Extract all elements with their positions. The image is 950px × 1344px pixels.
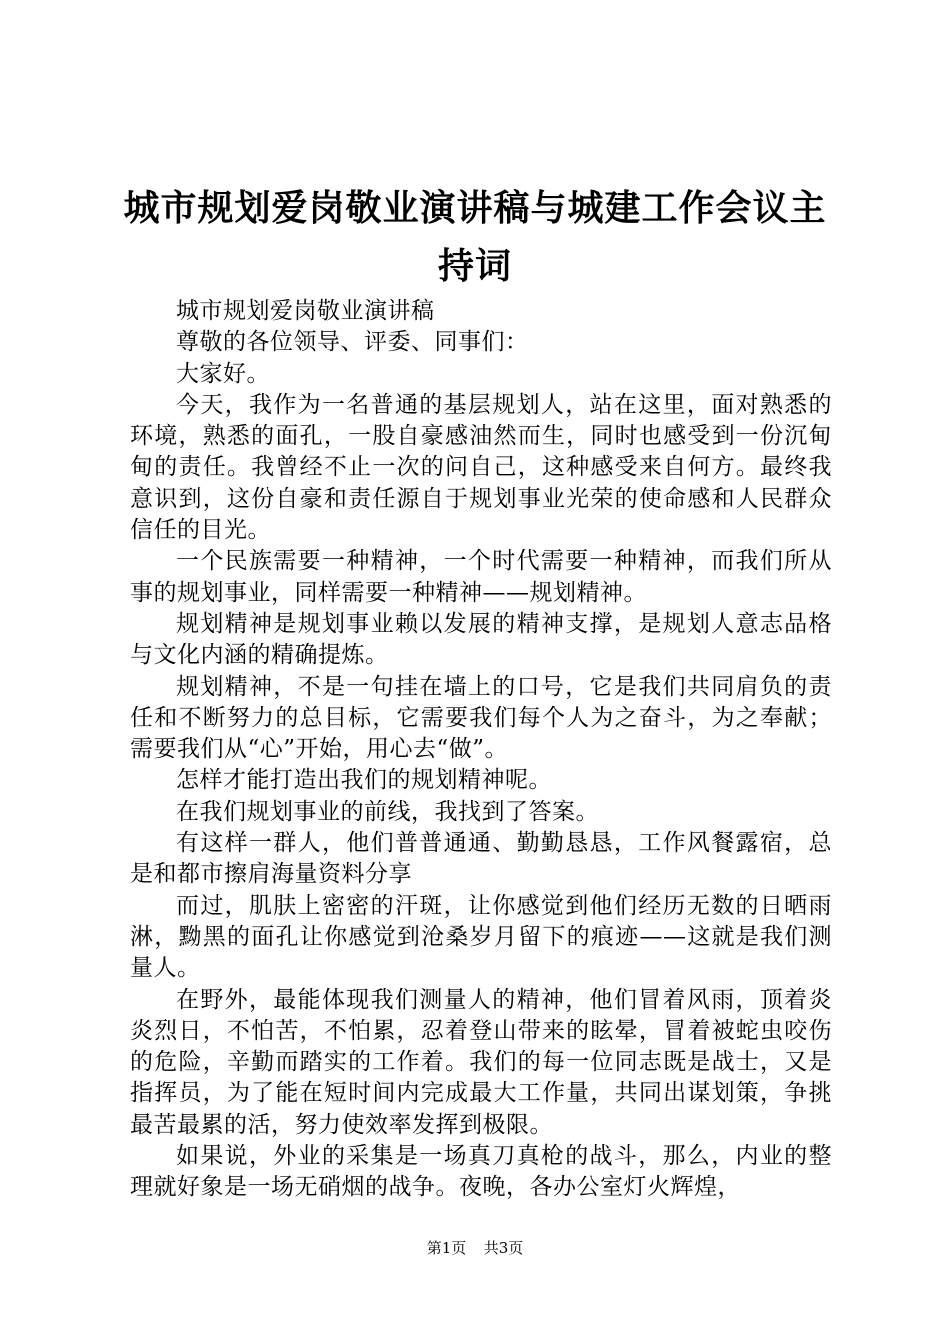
paragraph: 怎样才能打造出我们的规划精神呢。: [176, 767, 552, 794]
paragraph: 今天，我作为一名普通的基层规划人，站在这里，面对熟悉的环境，熟悉的面孔，一股自豪感油然而生，同时也感受到一份沉甸甸的责任。我曾经不止一次的问自己，这种感受来自何方。最终我意识到，这份自豪和责任源自于规划事业光荣的使命感和人民群众信任的目光。: [130, 391, 832, 544]
paragraph: 一个民族需要一种精神，一个时代需要一种精神，而我们所从事的规划事业，同样需要一种精神——规划精神。: [130, 548, 832, 606]
document-title: 城市规划爱岗敬业演讲稿与城建工作会议主持词: [123, 188, 827, 287]
paragraph: 尊敬的各位领导、评委、同事们：: [176, 329, 529, 356]
paragraph: 在野外，最能体现我们测量人的精神，他们冒着风雨，顶着炎炎烈日，不怕苦，不怕累，忍着登山带来的眩晕，冒着被蛇虫咬伤的危险，辛勤而踏实的工作着。我们的每一位同志既是战士，又是指挥员，为了能在短时间内完成最大工作量，共同出谋划策，争挑最苦最累的活，努力使效率发挥到极限。: [130, 986, 832, 1138]
paragraph: 规划精神，不是一句挂在墙上的口号，它是我们共同肩负的责任和不断努力的总目标，它需要我们每个人为之奋斗，为之奉献；需要我们从“心”开始，用心去“做”。: [130, 673, 832, 763]
document-body: [130, 296, 832, 1204]
paragraph: 而过，肌肤上密密的汗斑，让你感觉到他们经历无数的日晒雨淋，黝黑的面孔让你感觉到沧桑岁月留下的痕迹——这就是我们测量人。: [130, 892, 832, 982]
page-footer: [0, 1238, 950, 1258]
paragraph: 规划精神是规划事业赖以发展的精神支撑，是规划人意志品格与文化内涵的精确提炼。: [130, 610, 832, 669]
paragraph: 有这样一群人，他们普普通通、勤勤恳恳，工作风餐露宿，总是和都市擦肩海量资料分享: [130, 830, 832, 888]
paragraph: 大家好。: [176, 360, 270, 387]
page-number: 第1页 共3页: [426, 1239, 524, 1257]
paragraph: 城市规划爱岗敬业演讲稿: [176, 298, 435, 324]
paragraph: 在我们规划事业的前线，我找到了答案。: [176, 798, 599, 825]
paragraph: 如果说，外业的采集是一场真刀真枪的战斗，那么，内业的整理就好象是一场无硝烟的战争。夜晚，各办公室灯火辉煌，: [130, 1143, 832, 1201]
